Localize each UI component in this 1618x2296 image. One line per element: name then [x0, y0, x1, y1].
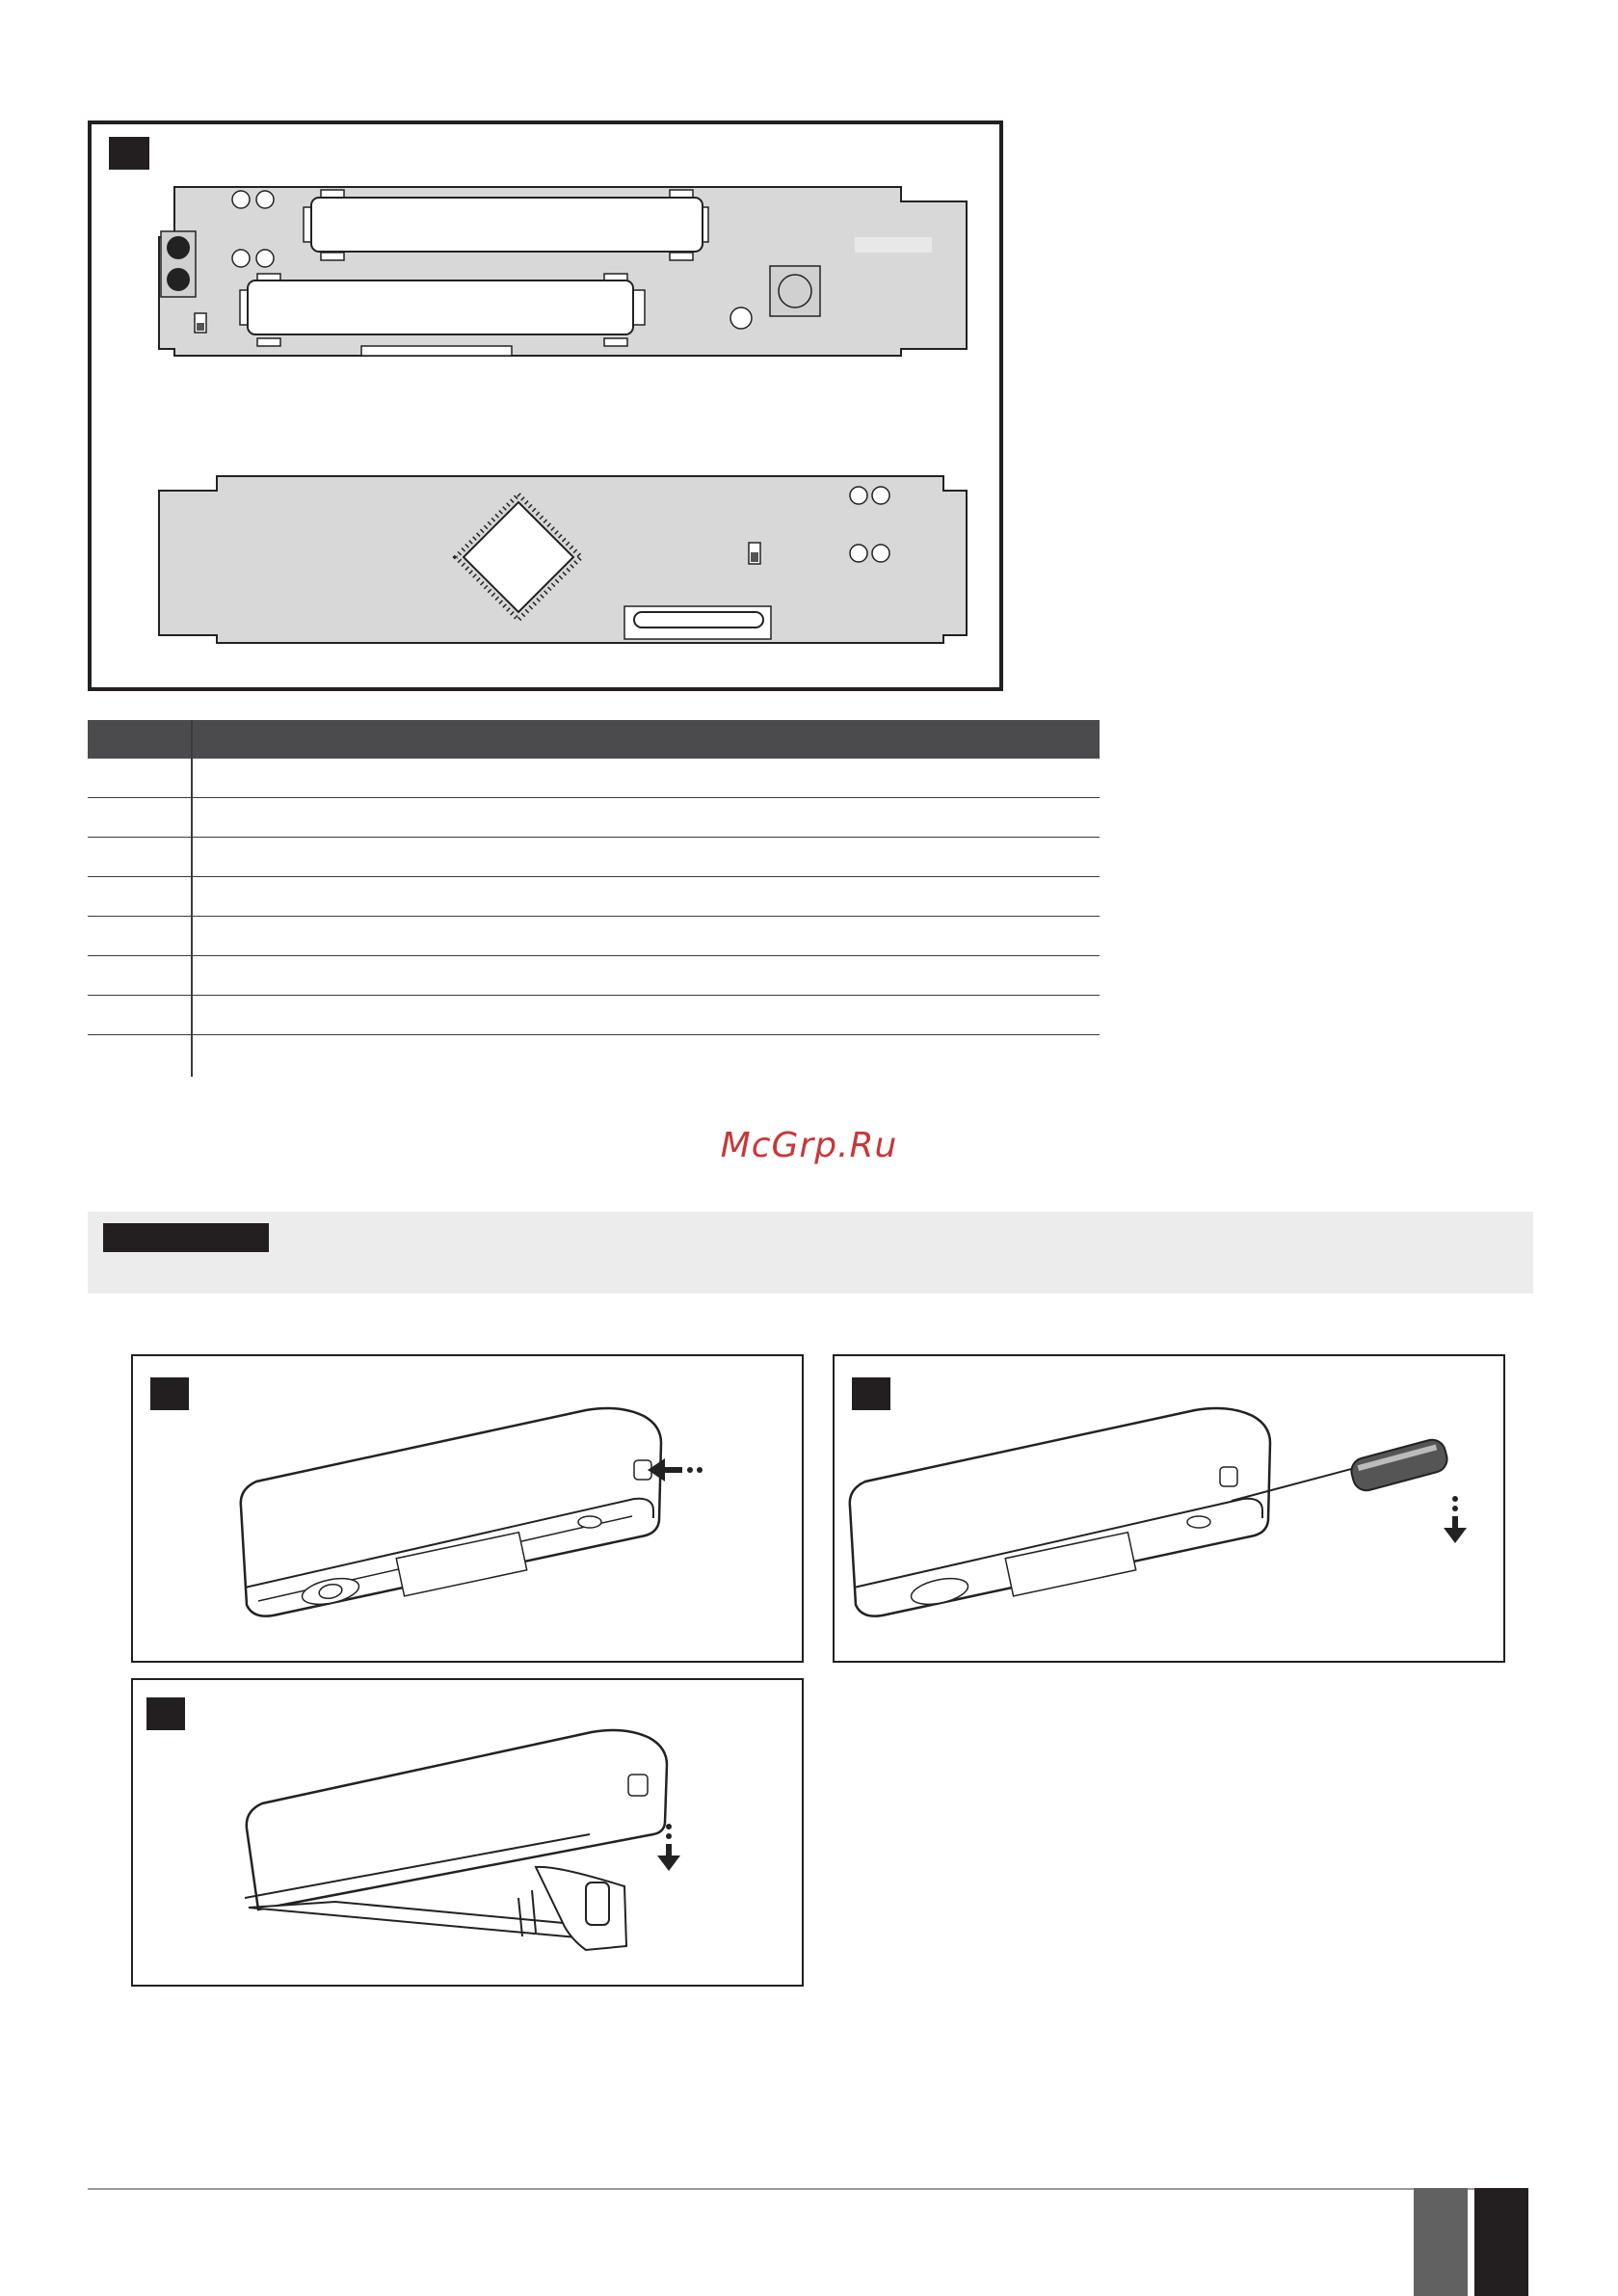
terminal-hole-2	[167, 268, 190, 291]
note-box	[88, 1212, 1533, 1294]
table-row	[88, 877, 1100, 917]
down-arrow-icon	[1444, 1496, 1467, 1543]
step-figure-c	[131, 1678, 804, 1987]
table-row	[88, 996, 1100, 1035]
pcb-illustration	[92, 124, 999, 687]
detector-housing-illustration	[133, 1356, 802, 1661]
step-figure-a	[131, 1354, 804, 1663]
table-row	[88, 759, 1100, 798]
step-figure-b	[833, 1354, 1505, 1663]
board-diagram-frame	[88, 120, 1003, 691]
note-title-tag	[103, 1223, 269, 1252]
watermark-text: McGrp.Ru	[720, 1126, 898, 1165]
detector-opened-illustration	[133, 1680, 802, 1985]
terminal-hole-1	[167, 236, 190, 259]
battery-slot-bottom	[248, 280, 633, 334]
table-row	[88, 798, 1100, 838]
table-row	[88, 838, 1100, 877]
battery-slot-top	[311, 198, 703, 252]
table-header	[88, 720, 1100, 759]
footer-rule	[88, 2188, 1528, 2190]
table-row	[88, 917, 1100, 956]
section-tab	[1414, 2188, 1468, 2296]
table-column-divider	[191, 759, 193, 1077]
table-row	[88, 956, 1100, 996]
detector-housing-with-screwdriver	[835, 1356, 1503, 1661]
legend-table	[88, 720, 1100, 1077]
page-tab	[1474, 2188, 1528, 2296]
